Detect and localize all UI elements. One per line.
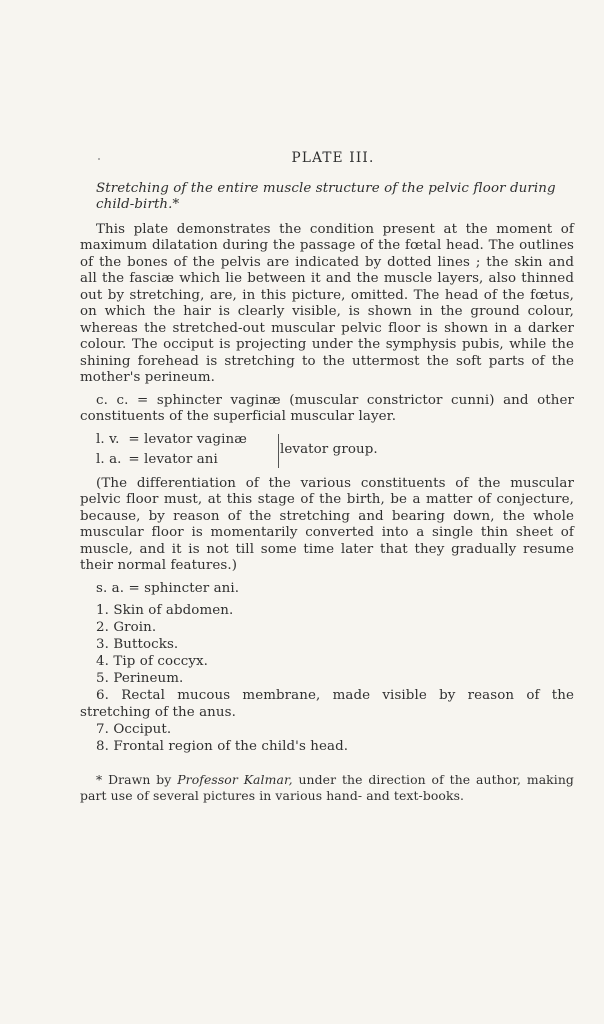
item-text: Perineum.: [113, 671, 184, 686]
sa-definition: [80, 581, 574, 598]
plate-title: PLATE III.: [291, 150, 375, 166]
plate-subtitle: [80, 181, 574, 214]
intro-text: This plate demonstrates the condition present at the moment of maximum dilatation during the passage of the fœtal head. The outlines of the bones of the pelvis are indicated by dotted lines ; the skin and all the fasciæ which lie between it and the muscle layers, also thinned out by stretching, are, in this picture, omitted. The head of the fœtus, on which the hair is clearly visible, is shown in the ground colour, whereas the stretched-out muscular pelvic floor is shown in a darker colour. The occiput is projecting under the symphysis pubis, while the shining forehead is stretching to the uttermost the soft parts of the mother's perineum.: [80, 221, 574, 385]
levator-ani-row: [80, 452, 218, 469]
document-page: [80, 150, 574, 803]
la-value: = levator ani: [128, 451, 218, 467]
list-item: [80, 671, 574, 688]
differentiation-paragraph: [80, 476, 574, 575]
list-item: [80, 603, 574, 620]
item-number: 2.: [96, 620, 109, 635]
item-number: 6.: [96, 688, 109, 703]
footnote-author: Professor Kalmar,: [177, 772, 293, 787]
brace-divider: [273, 434, 279, 468]
lv-value: = levator vaginæ: [128, 431, 247, 447]
lv-label: l. v.: [96, 431, 120, 447]
numbered-legend: [80, 603, 574, 755]
sa-text: s. a. = sphincter ani.: [96, 580, 240, 596]
item-text: Skin of abdomen.: [113, 603, 234, 618]
plate-subtitle-text: Stretching of the entire muscle structure of the pelvic floor during child-birth.*: [96, 180, 556, 212]
item-text: Occiput.: [113, 721, 172, 737]
item-text: Groin.: [113, 620, 157, 635]
footnote: [80, 772, 574, 803]
levator-group-label: levator group.: [280, 441, 378, 457]
item-text: Rectal mucous membrane, made visible by reason of the stretching of the anus.: [80, 688, 575, 720]
levator-vaginae-row: [80, 432, 247, 449]
list-item: [80, 688, 574, 721]
cc-text: c. c. = sphincter vaginæ (muscular constrictor cunni) and other constituents of the superficial muscular layer.: [80, 392, 574, 424]
item-number: 5.: [96, 671, 109, 686]
item-number: 8.: [96, 738, 109, 754]
la-label: l. a.: [96, 451, 122, 467]
item-number: 3.: [96, 637, 109, 652]
cc-definition: [80, 393, 574, 426]
list-item: [80, 722, 574, 739]
item-number: 1.: [96, 603, 109, 618]
footnote-prefix: * Drawn by: [96, 772, 172, 787]
differentiation-text: (The differentiation of the various constituents of the muscular pelvic floor must, at this stage of the birth, be a matter of conjecture, because, by reason of the stretching and bearing down, the whole muscular floor is momentarily converted into a single thin sheet of muscle, and it is not till some time later that they gradually resume their normal features.): [80, 475, 574, 573]
levator-group-definitions: [80, 432, 574, 472]
intro-paragraph: [80, 222, 574, 387]
list-item: [80, 637, 574, 654]
item-number: 7.: [96, 721, 109, 737]
item-text: Tip of coccyx.: [113, 654, 208, 669]
item-text: Frontal region of the child's head.: [113, 738, 349, 754]
footnote-rest: under the direction of the author, making part use of several pictures in various hand- and text-books.: [80, 772, 574, 803]
list-item: [80, 620, 574, 637]
list-item: [80, 654, 574, 671]
list-item: [80, 739, 574, 756]
item-number: 4.: [96, 654, 109, 669]
item-text: Buttocks.: [113, 637, 179, 652]
